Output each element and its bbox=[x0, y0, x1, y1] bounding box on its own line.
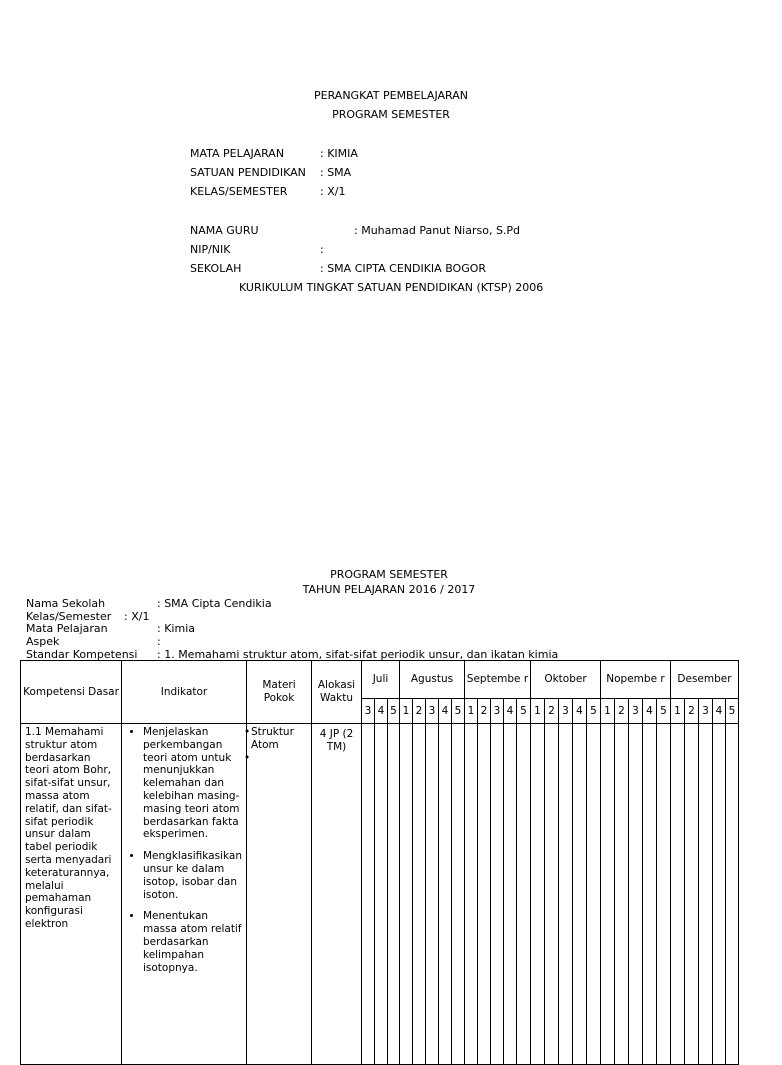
week-cell: 5 bbox=[451, 699, 464, 724]
cover-curriculum: KURIKULUM TINGKAT SATUAN PENDIDIKAN (KTSP) 2006 bbox=[239, 281, 544, 294]
program-title-line1: PROGRAM SEMESTER bbox=[330, 568, 448, 581]
cover-title-line1: PERANGKAT PEMBELAJARAN bbox=[314, 89, 468, 102]
indikator-item: • Menjelaskan perkembangan teori atom untuk menunjukkan kelemahan dan kelebihan masing-masing teori atom berdasarkan fakta eksperimen. bbox=[143, 726, 242, 841]
cover-label-nama-guru: NAMA GURU bbox=[190, 224, 259, 237]
week-cell: 5 bbox=[725, 699, 738, 724]
schedule-cell bbox=[387, 724, 399, 1065]
cover-value-nip-nik: : bbox=[320, 243, 324, 256]
kompetensi-dasar-text: 1.1 Memahami struktur atom berdasarkan teori atom Bohr, sifat-sifat unsur, massa atom relatif, dan sifat-sifat periodik unsur dalam tabel periodik serta menyadari keteraturannya, melalui pemahaman konfigurasi elektron bbox=[25, 726, 112, 930]
info-value-kelas-semester: : X/1 bbox=[124, 610, 150, 623]
header-indikator: Indikator bbox=[122, 661, 247, 724]
week-cell: 3 bbox=[361, 699, 374, 724]
schedule-cell bbox=[656, 724, 670, 1065]
schedule-cell bbox=[628, 724, 642, 1065]
materi-pokok-text: Struktur Atom bbox=[250, 726, 294, 751]
week-cell: 2 bbox=[477, 699, 490, 724]
header-month-juli: Juli bbox=[361, 661, 399, 699]
info-value-nama-sekolah: : SMA Cipta Cendikia bbox=[157, 597, 272, 610]
schedule-cell bbox=[464, 724, 477, 1065]
schedule-cell bbox=[503, 724, 516, 1065]
header-kompetensi-dasar: Kompetensi Dasar bbox=[21, 661, 122, 724]
week-cell: 4 bbox=[712, 699, 725, 724]
cover-title-line2: PROGRAM SEMESTER bbox=[332, 108, 450, 121]
schedule-cell bbox=[725, 724, 738, 1065]
schedule-table bbox=[20, 660, 739, 1065]
header-month-september: Septembe r bbox=[464, 661, 530, 699]
week-cell: 1 bbox=[399, 699, 412, 724]
info-value-standar-kompetensi: : 1. Memahami struktur atom, sifat-sifat periodik unsur, dan ikatan kimia bbox=[157, 648, 559, 661]
week-cell: 3 bbox=[490, 699, 503, 724]
header-month-agustus: Agustus bbox=[399, 661, 464, 699]
week-cell: 1 bbox=[670, 699, 684, 724]
week-cell: 3 bbox=[628, 699, 642, 724]
header-month-nopember: Nopembe r bbox=[600, 661, 670, 699]
week-cell: 2 bbox=[684, 699, 698, 724]
schedule-cell bbox=[490, 724, 503, 1065]
schedule-cell bbox=[572, 724, 586, 1065]
program-title-line2: TAHUN PELAJARAN 2016 / 2017 bbox=[302, 583, 476, 596]
schedule-cell bbox=[374, 724, 387, 1065]
schedule-cell bbox=[698, 724, 712, 1065]
week-cell: 2 bbox=[544, 699, 558, 724]
week-cell: 5 bbox=[656, 699, 670, 724]
cover-value-kelas-semester: : X/1 bbox=[320, 185, 346, 198]
schedule-cell bbox=[530, 724, 544, 1065]
bullet-icon: • bbox=[243, 752, 251, 764]
cell-kompetensi-dasar bbox=[21, 724, 122, 1065]
week-cell: 3 bbox=[558, 699, 572, 724]
week-cell: 3 bbox=[698, 699, 712, 724]
cover-label-satuan-pendidikan: SATUAN PENDIDIKAN bbox=[190, 166, 306, 179]
week-cell: 4 bbox=[374, 699, 387, 724]
indikator-list bbox=[122, 724, 246, 974]
week-cell: 5 bbox=[586, 699, 600, 724]
schedule-cell bbox=[425, 724, 438, 1065]
info-label-kelas-semester: Kelas/Semester bbox=[26, 610, 112, 623]
cover-value-sekolah: : SMA CIPTA CENDIKIA BOGOR bbox=[320, 262, 487, 275]
info-value-aspek: : bbox=[157, 635, 161, 648]
cover-label-mata-pelajaran: MATA PELAJARAN bbox=[190, 147, 285, 160]
bullet-icon: • bbox=[243, 726, 251, 738]
info-label-aspek: Aspek bbox=[26, 635, 60, 648]
schedule-cell bbox=[614, 724, 628, 1065]
cell-materi-pokok bbox=[243, 724, 311, 1065]
schedule-cell bbox=[412, 724, 425, 1065]
schedule-cell bbox=[451, 724, 464, 1065]
week-cell: 4 bbox=[642, 699, 656, 724]
week-cell: 5 bbox=[387, 699, 399, 724]
cover-value-satuan-pendidikan: : SMA bbox=[320, 166, 352, 179]
indikator-item: • Menentukan massa atom relatif berdasarkan kelimpahan isotopnya. bbox=[143, 910, 242, 974]
cover-value-nama-guru: : Muhamad Panut Niarso, S.Pd bbox=[354, 224, 521, 237]
week-cell: 1 bbox=[464, 699, 477, 724]
cover-label-kelas-semester: KELAS/SEMESTER bbox=[190, 185, 288, 198]
info-label-standar-kompetensi: Standar Kompetensi bbox=[26, 648, 138, 661]
info-label-mata-pelajaran: Mata Pelajaran bbox=[26, 622, 108, 635]
schedule-cell bbox=[361, 724, 374, 1065]
schedule-cell bbox=[600, 724, 614, 1065]
schedule-cell bbox=[544, 724, 558, 1065]
header-materi-pokok: Materi Pokok bbox=[246, 661, 311, 724]
schedule-cell bbox=[477, 724, 490, 1065]
schedule-cell bbox=[586, 724, 600, 1065]
schedule-cell bbox=[684, 724, 698, 1065]
week-cell: 4 bbox=[503, 699, 516, 724]
cover-label-sekolah: SEKOLAH bbox=[190, 262, 242, 275]
indikator-item: • Mengklasifikasikan unsur ke dalam isotop, isobar dan isoton. bbox=[143, 850, 242, 901]
week-cell: 2 bbox=[614, 699, 628, 724]
schedule-cell bbox=[712, 724, 725, 1065]
week-cell: 3 bbox=[425, 699, 438, 724]
info-value-mata-pelajaran: : Kimia bbox=[157, 622, 195, 635]
week-cell: 2 bbox=[412, 699, 425, 724]
week-cell: 4 bbox=[572, 699, 586, 724]
schedule-cell bbox=[642, 724, 656, 1065]
schedule-cell bbox=[399, 724, 412, 1065]
info-label-nama-sekolah: Nama Sekolah bbox=[26, 597, 106, 610]
week-cell: 5 bbox=[516, 699, 530, 724]
cover-value-mata-pelajaran: : KIMIA bbox=[320, 147, 358, 160]
schedule-cell bbox=[516, 724, 530, 1065]
header-alokasi-waktu: Alokasi Waktu bbox=[311, 661, 361, 724]
cell-alokasi-waktu bbox=[311, 724, 361, 1065]
cover-label-nip-nik: NIP/NIK bbox=[190, 243, 231, 256]
week-cell: 1 bbox=[530, 699, 544, 724]
header-month-desember: Desember bbox=[670, 661, 738, 699]
header-month-oktober: Oktober bbox=[530, 661, 600, 699]
schedule-cell bbox=[670, 724, 684, 1065]
week-cell: 1 bbox=[600, 699, 614, 724]
alokasi-waktu-text: 4 JP (2 TM) bbox=[319, 728, 354, 753]
week-cell: 4 bbox=[438, 699, 451, 724]
schedule-cell bbox=[558, 724, 572, 1065]
schedule-cell bbox=[438, 724, 451, 1065]
cell-indikator bbox=[122, 724, 247, 1065]
